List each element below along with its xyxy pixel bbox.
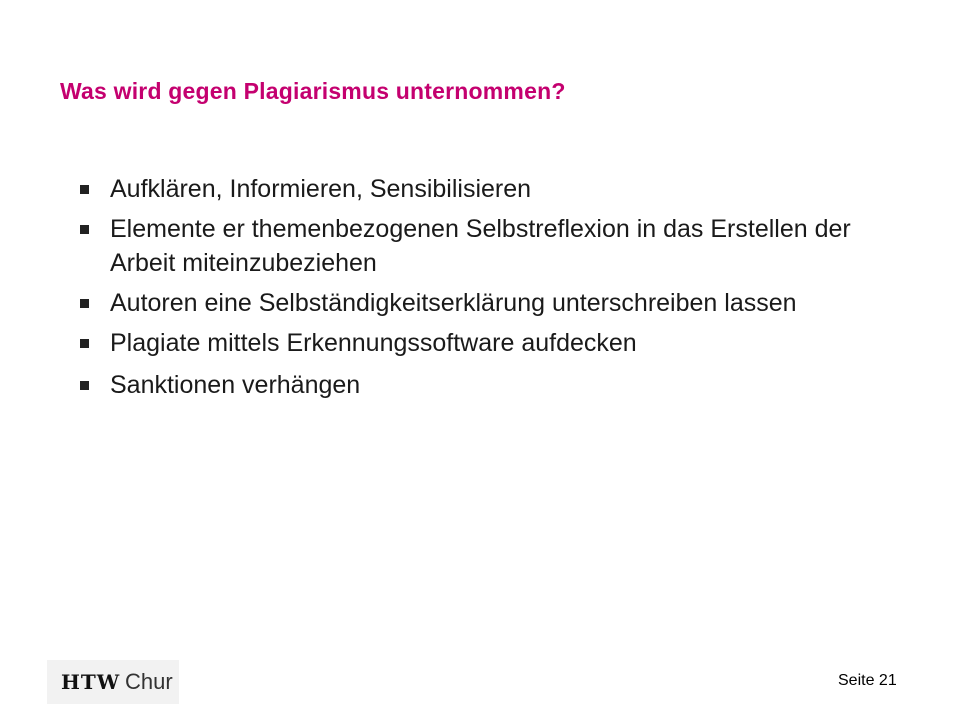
square-bullet-icon [80,339,89,348]
bullet-text: Elemente er themenbezogenen Selbstreflexion in das Erstellen der Arbeit miteinzubeziehen [110,215,851,277]
logo-wordmark-chur: Chur [125,669,173,694]
page-number: Seite 21 [838,672,897,689]
bullet-text: Aufklären, Informieren, Sensibilisieren [110,175,532,203]
slide-title: Was wird gegen Plagiarismus unternommen? [60,78,566,104]
htw-chur-logo [47,660,179,704]
square-bullet-icon [80,381,89,390]
bullet-item [80,172,900,206]
square-bullet-icon [80,299,89,308]
logo-wordmark-htw: HTW [61,670,121,694]
bullet-text: Plagiate mittels Erkennungssoftware aufdecken [110,329,637,357]
square-bullet-icon [80,185,89,194]
bullet-item [80,368,900,402]
bullet-text: Sanktionen verhängen [110,371,361,399]
bullet-list [80,172,900,408]
bullet-item [80,326,900,360]
square-bullet-icon [80,225,89,234]
bullet-text: Autoren eine Selbständigkeitserklärung unterschreiben lassen [110,289,797,317]
bullet-item [80,212,900,280]
bullet-item [80,286,900,320]
